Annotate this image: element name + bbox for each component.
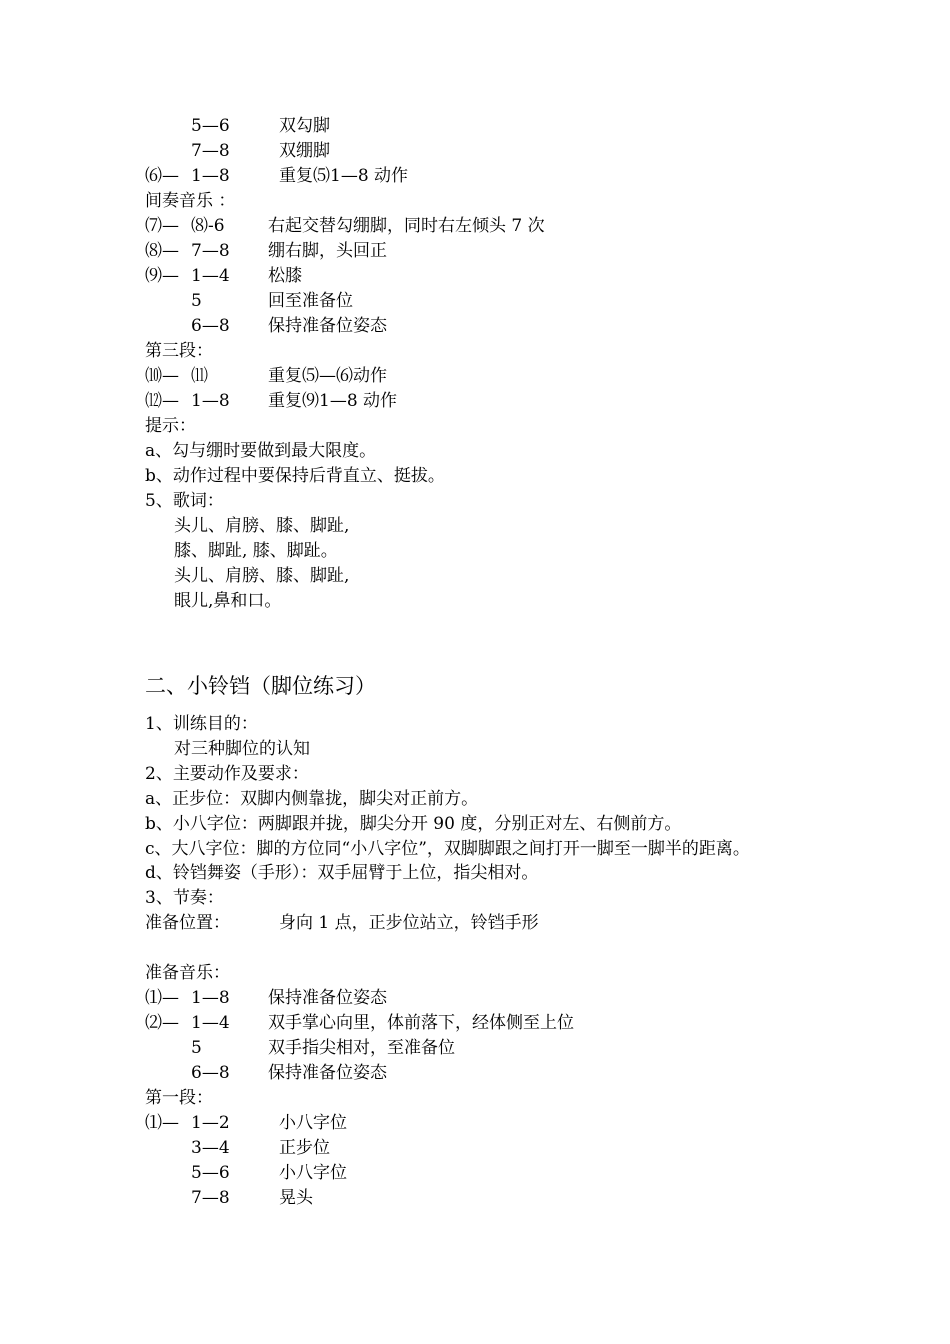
lyric-line-3: 头儿、肩膀、膝、脚趾, (174, 566, 350, 586)
part1-action-shake-head: 晃头 (279, 1188, 313, 1208)
part1-count-7-8: 7—8 (191, 1188, 230, 1208)
bar-6: ⑹— (145, 166, 179, 186)
prep-position-text: 身向 1 点，正步位站立，铃铛手形 (279, 913, 539, 933)
prep-count-1-8: 1—8 (191, 988, 230, 1008)
action-alternate-feet: 右起交替勾绷脚，同时右左倾头 7 次 (268, 216, 545, 236)
part1-count-1-2: 1—2 (191, 1113, 230, 1133)
action-repeat-5-6: 重复⑸—⑹动作 (268, 366, 387, 386)
prep-count-1-4: 1—4 (191, 1013, 230, 1033)
prep-action-hold: 保持准备位姿态 (268, 988, 387, 1008)
count-11: ⑾ (191, 366, 208, 386)
lyric-line-1: 头儿、肩膀、膝、脚趾, (174, 516, 350, 536)
prep-count-6-8: 6—8 (191, 1063, 230, 1083)
count-7-8b: 7—8 (191, 241, 230, 261)
action-point-right-foot: 绷右脚，头回正 (268, 241, 387, 261)
action-relax-knees: 松膝 (268, 266, 302, 286)
action-repeat-9: 重复⑼1—8 动作 (268, 391, 398, 411)
count-6-8: 6—8 (191, 316, 230, 336)
section-title: 二、小铃铛（脚位练习） (145, 674, 376, 698)
prep-bar-1: ⑴— (145, 988, 179, 1008)
requirement-d: d、铃铛舞姿（手形）：双手屈臂于上位，指尖相对。 (145, 863, 539, 883)
requirement-a: a、正步位：双脚内侧靠拢，脚尖对正前方。 (145, 789, 479, 809)
lyric-line-2: 膝、脚趾, 膝、脚趾。 (174, 541, 338, 561)
tip-a: a、勾与绷时要做到最大限度。 (145, 441, 377, 461)
rhythm-label: 3、节奏： (145, 888, 224, 908)
goal-label: 1、训练目的： (145, 714, 258, 734)
bar-9: ⑼— (145, 266, 179, 286)
part1-label: 第一段： (145, 1088, 213, 1108)
part3-label: 第三段： (145, 341, 213, 361)
action-return-ready: 回至准备位 (268, 291, 353, 311)
count-1-8: 1—8 (191, 166, 230, 186)
prep-action-hold-2: 保持准备位姿态 (268, 1063, 387, 1083)
bar-10: ⑽— (145, 366, 179, 386)
prep-position-label: 准备位置： (145, 913, 230, 933)
count-5: 5 (191, 291, 202, 311)
lyric-line-4: 眼儿,鼻和口。 (174, 591, 282, 611)
part1-count-5-6: 5—6 (191, 1163, 230, 1183)
action-repeat-5: 重复⑸1—8 动作 (279, 166, 409, 186)
prep-action-fingertips: 双手指尖相对，至准备位 (268, 1038, 455, 1058)
prep-music-label: 准备音乐： (145, 963, 230, 983)
action-hold-ready: 保持准备位姿态 (268, 316, 387, 336)
part1-bar-1: ⑴— (145, 1113, 179, 1133)
count-5-6: 5—6 (191, 116, 230, 136)
tips-label: 提示： (145, 416, 196, 436)
count-7-8: 7—8 (191, 141, 230, 161)
action-double-point-feet: 双绷脚 (279, 141, 330, 161)
tip-b: b、动作过程中要保持后背直立、挺拔。 (145, 466, 445, 486)
part1-action-parallel: 正步位 (279, 1138, 330, 1158)
requirement-c: c、大八字位：脚的方位同“小八字位”，双脚脚跟之间打开一脚至一脚半的距离。 (145, 839, 750, 859)
goal-text: 对三种脚位的认知 (174, 739, 310, 759)
requirement-b: b、小八字位：两脚跟并拢，脚尖分开 90 度，分别正对左、右侧前方。 (145, 814, 682, 834)
lyrics-label: 5、歌词： (145, 491, 224, 511)
part1-count-3-4: 3—4 (191, 1138, 230, 1158)
requirements-label: 2、主要动作及要求： (145, 764, 309, 784)
interlude-label: 间奏音乐 ： (145, 191, 236, 211)
prep-action-hands-down: 双手掌心向里，体前落下，经体侧至上位 (268, 1013, 574, 1033)
action-double-hook-feet: 双勾脚 (279, 116, 330, 136)
bar-7: ⑺— (145, 216, 179, 236)
count-1-4: 1—4 (191, 266, 230, 286)
prep-bar-2: ⑵— (145, 1013, 179, 1033)
part1-action-small-v-2: 小八字位 (279, 1163, 347, 1183)
bar-12: ⑿— (145, 391, 179, 411)
part1-action-small-v: 小八字位 (279, 1113, 347, 1133)
count-8-6: ⑻-6 (191, 216, 225, 236)
bar-8: ⑻— (145, 241, 179, 261)
prep-count-5: 5 (191, 1038, 202, 1058)
count-1-8b: 1—8 (191, 391, 230, 411)
